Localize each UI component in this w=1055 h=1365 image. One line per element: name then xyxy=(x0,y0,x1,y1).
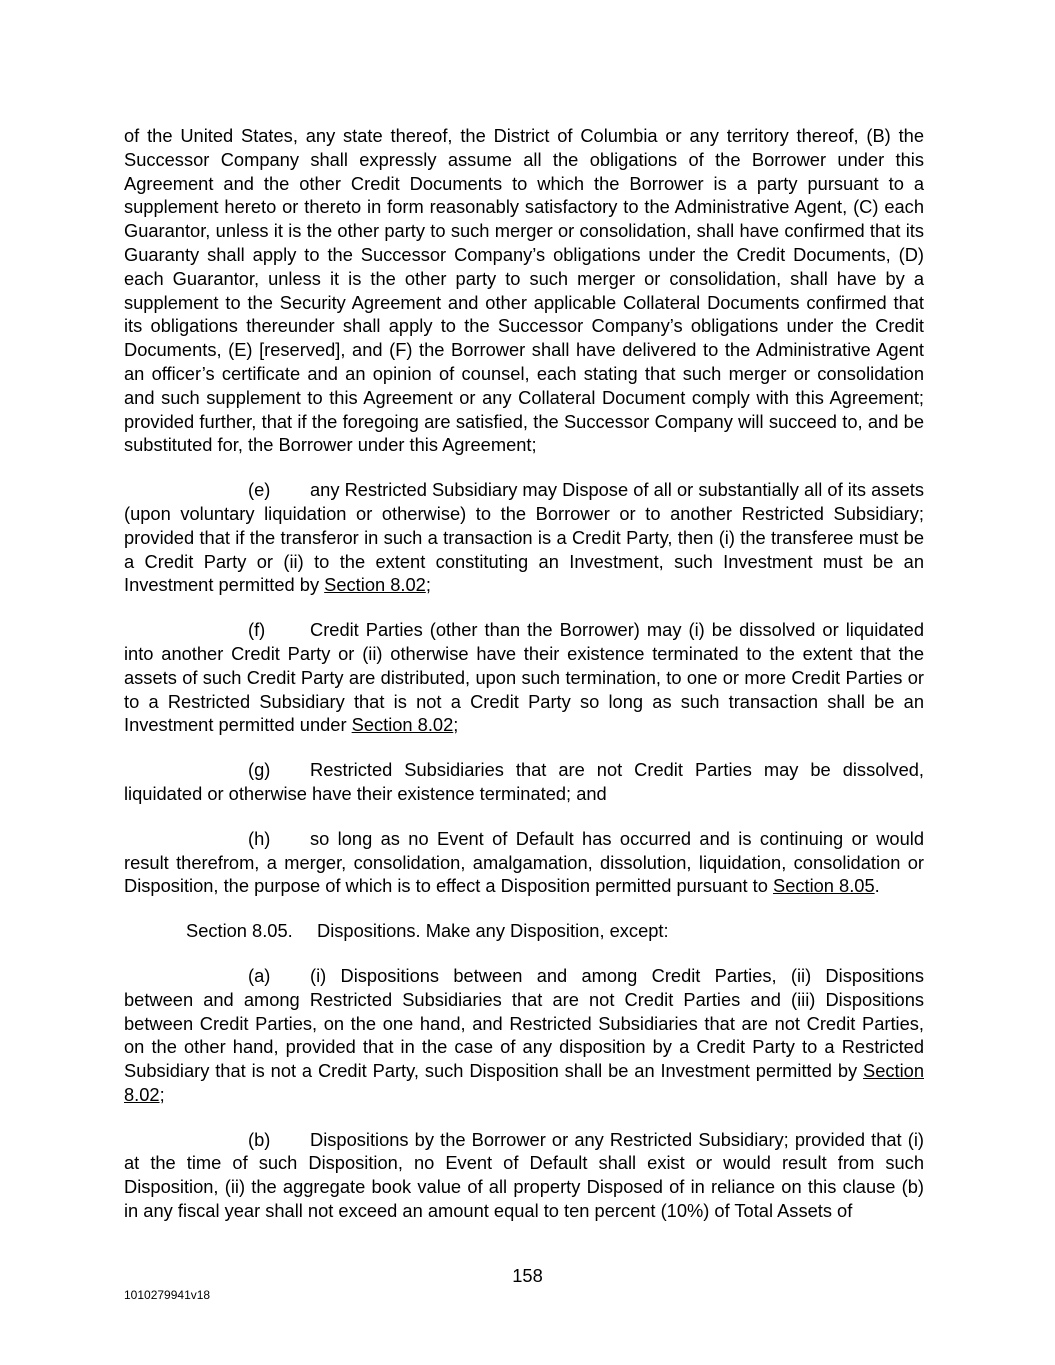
document-id: 1010279941v18 xyxy=(124,1288,211,1302)
clause-b-text: Dispositions by the Borrower or any Restricted Subsidiary; provided that (i) at the time of such Disposition, no Event of Default shall exist or would result from such Disposition, (ii) the aggregate book value of all property Disposed of in reliance on this clause (b) in any fiscal year shall not exceed an amount equal to ten percent (10%) of Total Assets of xyxy=(124,1128,924,1222)
section-reference-link: Section 8.05 xyxy=(773,875,875,897)
clause-h-text: so long as no Event of Default has occurred and is continuing or would result therefrom, a merger, consolidation, amalgamation, dissolution, liquidation, consolidation or Disposition, the purpose of which is to effect a Disposition permitted pursuant to xyxy=(124,827,924,897)
clause-g-text: Restricted Subsidiaries that are not Credit Parties may be dissolved, liquidated or otherwise have their existence terminated; and xyxy=(124,759,924,804)
section-number: Section 8.05. xyxy=(186,920,293,942)
clause-b xyxy=(124,1128,924,1223)
clause-a-label: (a) xyxy=(248,964,271,986)
section-heading xyxy=(124,919,924,943)
clause-e-text: any Restricted Subsidiary may Dispose of all or substantially all of its assets (upon voluntary liquidation or otherwise) to the Borrower or to another Restricted Subsidiary; provided that if the transferor in such a transaction is a Credit Party, then (i) the transferee must be a Credit Party or (ii) to the extent constituting an Investment, such Investment must be an Investment permitted by xyxy=(124,479,924,596)
clause-b-label: (b) xyxy=(248,1128,271,1150)
document-body xyxy=(124,124,924,1244)
page-number: 158 xyxy=(512,1265,543,1286)
clause-h-label: (h) xyxy=(248,827,271,849)
section-reference-link: Section 8.02 xyxy=(351,714,454,736)
clause-f: (f) Credit Parties (other than the Borrower) may (i) be dissolved or liquidated into another Credit Party or (ii) otherwise have their existence terminated to the extent that the assets of such Credit Party are distributed, upon such termination, to one or more Credit Parties or to a Restricted Subsidiary that is not a Credit Party so long as such transaction shall be an Investment permitted under Section 8.02; xyxy=(124,619,924,736)
section-reference-link: Section 8.02 xyxy=(324,574,426,596)
clause-a-text: (i) Dispositions between and among Credit Parties, (ii) Dispositions between and among Restricted Subsidiaries that are not Credit Parties and (iii) Dispositions between Credit Parties, on the one hand, and Restricted Subsidiaries that are not Credit Parties, on the other hand, provided that in the case of any disposition by a Credit Party to a Restricted Subsidiary that is not a Credit Party, such Disposition shall be an Investment permitted by xyxy=(124,964,924,1082)
paragraph-continuation: of the United States, any state thereof, the District of Columbia or any territory thereof, (B) the Successor Company shall expressly assume all the obligations of the Borrower under this Agreement and the other Credit Documents to which the Borrower is a party pursuant to a supplement hereto or thereto in form reasonably satisfactory to the Administrative Agent, (C) each Guarantor, unless it is the other party to such merger or consolidation, shall have confirmed that its Guaranty shall apply to the Successor Company’s obligations under the Credit Documents, (D) each Guarantor, unless it is the other party to such merger or consolidation, shall have by a supplement to the Security Agreement and other applicable Collateral Documents confirmed that its obligations thereunder shall apply to the Successor Company’s obligations under the Credit Documents, (E) [reserved], and (F) the Borrower shall have delivered to the Administrative Agent an officer’s certificate and an opinion of counsel, each stating that such merger or consolidation and such supplement to this Agreement or any Collateral Document comply with this Agreement; provided further, that if the foregoing are satisfied, the Successor Company will succeed to, and be substituted for, the Borrower under this Agreement; xyxy=(124,125,924,456)
clause-e-label: (e) xyxy=(248,479,271,501)
clause-g-label: (g) xyxy=(248,759,271,781)
clause-f-label: (f) xyxy=(248,619,266,641)
section-title: Dispositions. Make any Disposition, except: xyxy=(317,920,669,942)
clause-h: (h) so long as no Event of Default has occurred and is continuing or would result therefrom, a merger, consolidation, amalgamation, dissolution, liquidation, consolidation or Disposition, the purpose of which is to effect a Disposition permitted pursuant to Section 8.05. xyxy=(124,827,924,897)
clause-e: (e) any Restricted Subsidiary may Dispose of all or substantially all of its assets (upon voluntary liquidation or otherwise) to the Borrower or to another Restricted Subsidiary; provided that if the transferor in such a transaction is a Credit Party, then (i) the transferee must be a Credit Party or (ii) to the extent constituting an Investment, such Investment must be an Investment permitted by Section 8.02; xyxy=(124,479,924,596)
clause-f-text: Credit Parties (other than the Borrower) may (i) be dissolved or liquidated into another Credit Party or (ii) otherwise have their existence terminated to the extent that the assets of such Credit Party are distributed, upon such termination, to one or more Credit Parties or to a Restricted Subsidiary that is not a Credit Party so long as such transaction shall be an Investment permitted under xyxy=(124,619,924,736)
clause-g xyxy=(124,758,924,806)
section-reference-link: Section 8.02 xyxy=(124,1060,924,1105)
clause-a: (a) (i) Dispositions between and among Credit Parties, (ii) Dispositions between and among Restricted Subsidiaries that are not Credit Parties and (iii) Dispositions between Credit Parties, on the one hand, and Restricted Subsidiaries that are not Credit Parties, on the other hand, provided that in the case of any disposition by a Credit Party to a Restricted Subsidiary that is not a Credit Party, such Disposition shall be an Investment permitted by Section 8.02; xyxy=(124,964,924,1105)
